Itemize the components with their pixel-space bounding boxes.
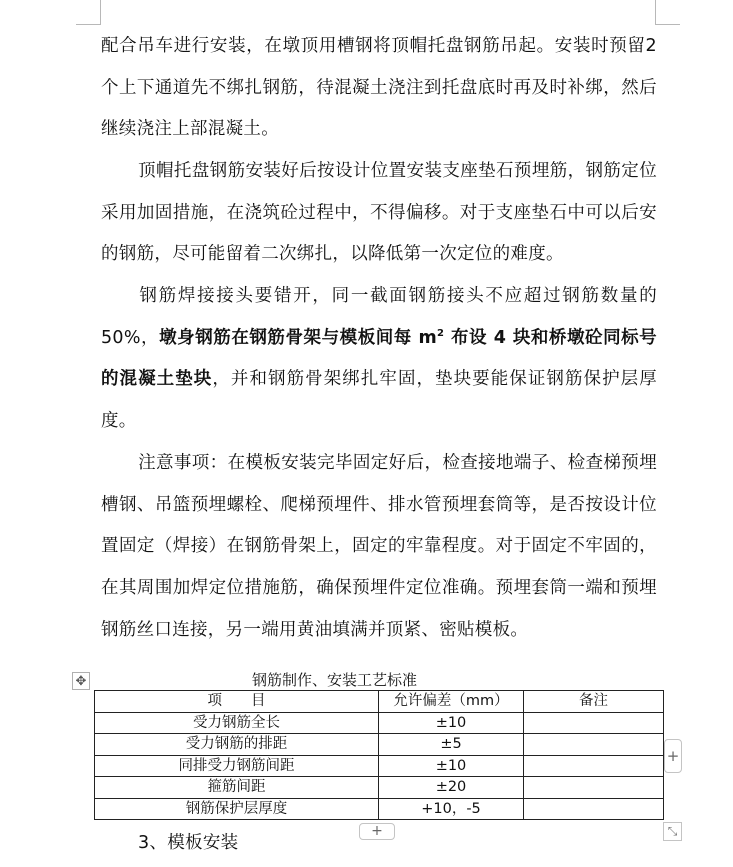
- table-cell-tolerance[interactable]: ±20: [379, 777, 524, 799]
- bold-text-part-1: 墩身钢筋在钢筋骨架与模板间每 m: [159, 327, 438, 348]
- table-cell-item[interactable]: 同排受力钢筋间距: [95, 755, 379, 777]
- table-cell-remarks[interactable]: [524, 734, 664, 756]
- add-row-button[interactable]: [359, 823, 395, 840]
- header-remarks[interactable]: 备注: [524, 691, 664, 713]
- paragraph-1: [101, 26, 657, 151]
- table-cell-tolerance[interactable]: ±10: [379, 712, 524, 734]
- standards-table: [94, 690, 664, 820]
- resize-diagonal-icon: ⤡: [667, 824, 678, 838]
- table-resize-handle[interactable]: [663, 822, 682, 841]
- table-row: [95, 755, 664, 777]
- table-move-handle-icon[interactable]: [72, 672, 90, 690]
- section-heading: 3、模板安装: [138, 833, 239, 853]
- table-cell-item[interactable]: 箍筋间距: [95, 777, 379, 799]
- table-cell-tolerance[interactable]: ±10: [379, 755, 524, 777]
- paragraph-3-text-start: 钢筋焊接接头要错开，同一截面钢筋接头不应超过钢筋数量的50%，: [101, 286, 657, 348]
- header-item[interactable]: 项 目: [95, 691, 379, 713]
- table-cell-item[interactable]: 受力钢筋的排距: [95, 734, 379, 756]
- bold-text-part-2: 布设 4 块和桥墩砼同标号的混凝土垫块: [101, 327, 657, 390]
- table-cell-item[interactable]: 钢筋保护层厚度: [95, 798, 379, 820]
- add-column-button[interactable]: [664, 739, 682, 773]
- table-cell-tolerance[interactable]: ±5: [379, 734, 524, 756]
- paragraph-2-text: 顶帽托盘钢筋安装好后按设计位置安装支座垫石预埋筋，钢筋定位采用加固措施，在浇筑砼过程中，不得偏移。对于支座垫石中可以后安的钢筋，尽可能留着二次绑扎，以降低第一次定位的难度。: [101, 161, 657, 265]
- table-row: [95, 712, 664, 734]
- page-corner-mark-right: [655, 0, 680, 25]
- paragraph-1-text: 配合吊车进行安装，在墩顶用槽钢将顶帽托盘钢筋吊起。安装时预留2个上下通道先不绑扎钢筋，待混凝土浇注到托盘底时再及时补绑，然后继续浇注上部混凝土。: [101, 36, 657, 140]
- table-cell-item[interactable]: 受力钢筋全长: [95, 712, 379, 734]
- header-tolerance[interactable]: 允许偏差（mm）: [379, 691, 524, 713]
- table-cell-remarks[interactable]: [524, 798, 664, 820]
- paragraph-4: [101, 443, 657, 652]
- table-cell-remarks[interactable]: [524, 777, 664, 799]
- table-row: [95, 798, 664, 820]
- plus-icon: +: [666, 747, 680, 765]
- paragraph-4-text: 注意事项：在模板安装完毕固定好后，检查接地端子、检查梯预埋槽钢、吊篮预埋螺栓、爬梯预埋件、排水管预埋套筒等，是否按设计位置固定（焊接）在钢筋骨架上，固定的牢靠程度。对于固定不牢固的，在其周围加焊定位措施筋，确保预埋件定位准确。预埋套筒一端和预埋钢筋丝口连接，另一端用黄油填满并顶紧、密贴模板。: [101, 453, 657, 640]
- table-cell-tolerance[interactable]: +10，-5: [379, 798, 524, 820]
- table-row: [95, 777, 664, 799]
- table-cell-remarks[interactable]: [524, 755, 664, 777]
- page-corner-mark-left: [76, 0, 101, 25]
- paragraph-2: [101, 151, 657, 276]
- plus-icon: +: [371, 823, 383, 839]
- table-header-row: [95, 691, 664, 713]
- table-cell-remarks[interactable]: [524, 712, 664, 734]
- table-title: 钢筋制作、安装工艺标准: [252, 671, 418, 689]
- paragraph-3: [101, 276, 657, 443]
- table-row: [95, 734, 664, 756]
- paragraph-3-text-end: ，并和钢筋骨架绑扎牢固，垫块要能保证钢筋保护层厚度。: [101, 369, 657, 432]
- superscript-2: 2: [437, 327, 445, 339]
- move-arrows-icon: ✥: [75, 674, 87, 689]
